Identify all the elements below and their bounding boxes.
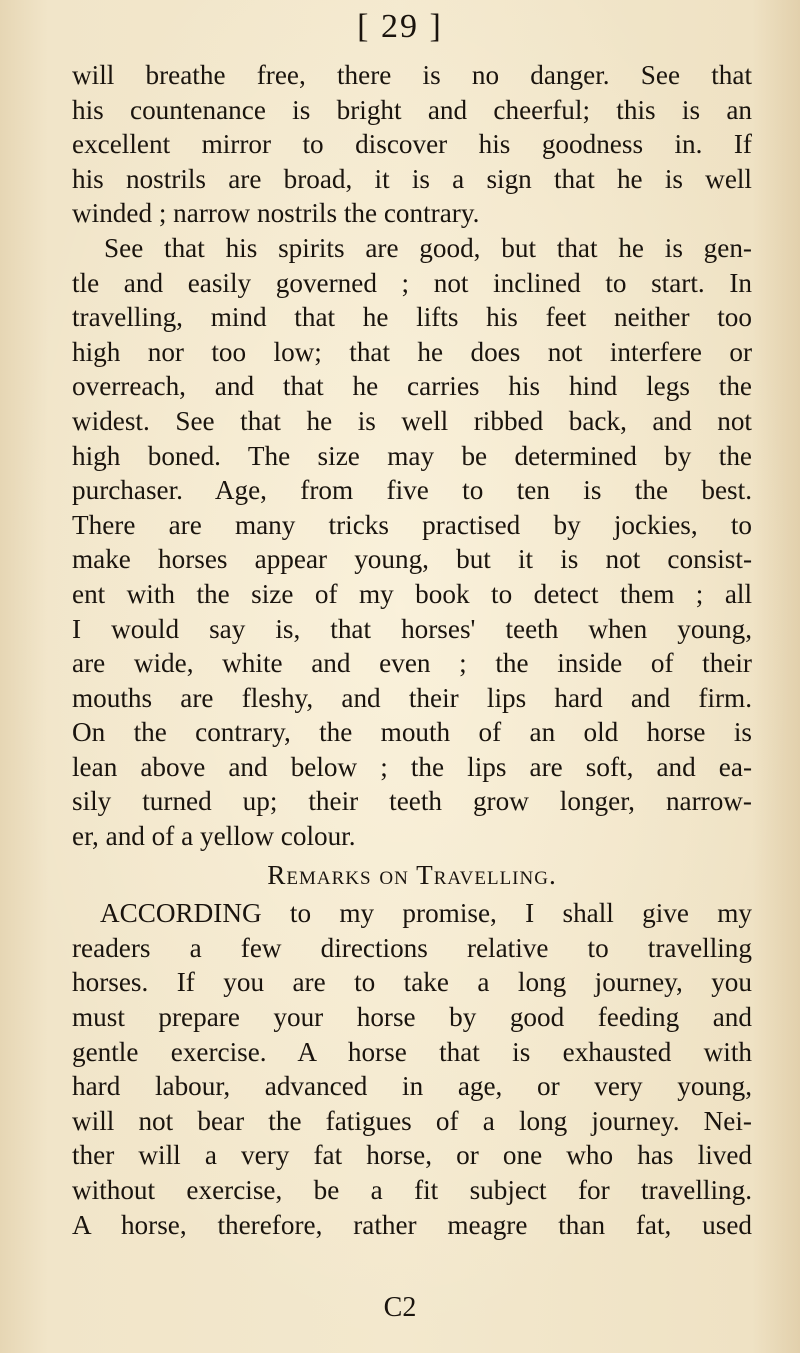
text-line: er, and of a yellow colour. bbox=[72, 821, 356, 852]
text-line: mouths are fleshy, and their lips hard and firm. bbox=[72, 682, 752, 713]
text-line: On the contrary, the mouth of an old horse is bbox=[72, 717, 752, 748]
text-line: purchaser. Age, from five to ten is the best. bbox=[72, 475, 752, 506]
text-line: ent with the size of my book to detect them ; all bbox=[72, 578, 752, 609]
text-line: travelling, mind that he lifts his feet neither too bbox=[72, 302, 752, 333]
text-line: will not bear the fatigues of a long journey. Nei- bbox=[72, 1105, 752, 1136]
text-line: See that his spirits are good, but that he is gen- bbox=[104, 232, 752, 263]
text-line: readers a few directions relative to travelling bbox=[72, 932, 752, 963]
text-line: There are many tricks practised by jockies, to bbox=[72, 509, 752, 540]
text-line: gentle exercise. A horse that is exhausted with bbox=[72, 1036, 752, 1067]
section-heading: Remarks on Travelling. bbox=[267, 859, 557, 890]
text-line: excellent mirror to discover his goodness in. If bbox=[72, 129, 752, 160]
text-line: widest. See that he is well ribbed back, and not bbox=[72, 405, 752, 436]
text-line: sily turned up; their teeth grow longer, narrow- bbox=[72, 786, 752, 817]
signature-mark: C2 bbox=[383, 1292, 417, 1323]
text-line: winded ; narrow nostrils the contrary. bbox=[72, 198, 480, 229]
text-line: tle and easily governed ; not inclined to start. In bbox=[72, 267, 752, 298]
text-line: overreach, and that he carries his hind legs the bbox=[72, 371, 752, 402]
body-text bbox=[72, 58, 752, 1242]
text-line: must prepare your horse by good feeding and bbox=[72, 1002, 752, 1033]
text-line: will breathe free, there is no danger. See that bbox=[72, 60, 752, 90]
text-line: ACCORDING to my promise, I shall give my bbox=[100, 898, 752, 929]
text-line: horses. If you are to take a long journey, you bbox=[72, 967, 752, 998]
text-line: his countenance is bright and cheerful; this is an bbox=[72, 94, 752, 125]
text-line: I would say is, that horses' teeth when young, bbox=[72, 613, 752, 644]
text-line: A horse, therefore, rather meagre than fat, used bbox=[72, 1209, 752, 1240]
text-line: high nor too low; that he does not interfere or bbox=[72, 336, 752, 367]
text-line: his nostrils are broad, it is a sign that he is well bbox=[72, 163, 752, 194]
text-line: are wide, white and even ; the inside of their bbox=[72, 648, 752, 679]
text-line: without exercise, be a fit subject for travelling. bbox=[72, 1175, 752, 1205]
text-line: hard labour, advanced in age, or very young, bbox=[72, 1071, 752, 1102]
text-line: ther will a very fat horse, or one who has lived bbox=[72, 1140, 752, 1171]
page-number-header: [ 29 ] bbox=[357, 8, 443, 45]
text-line: make horses appear young, but it is not consist- bbox=[72, 544, 752, 575]
text-line: lean above and below ; the lips are soft, and ea- bbox=[72, 751, 752, 782]
text-line: high boned. The size may be determined by the bbox=[72, 440, 752, 471]
